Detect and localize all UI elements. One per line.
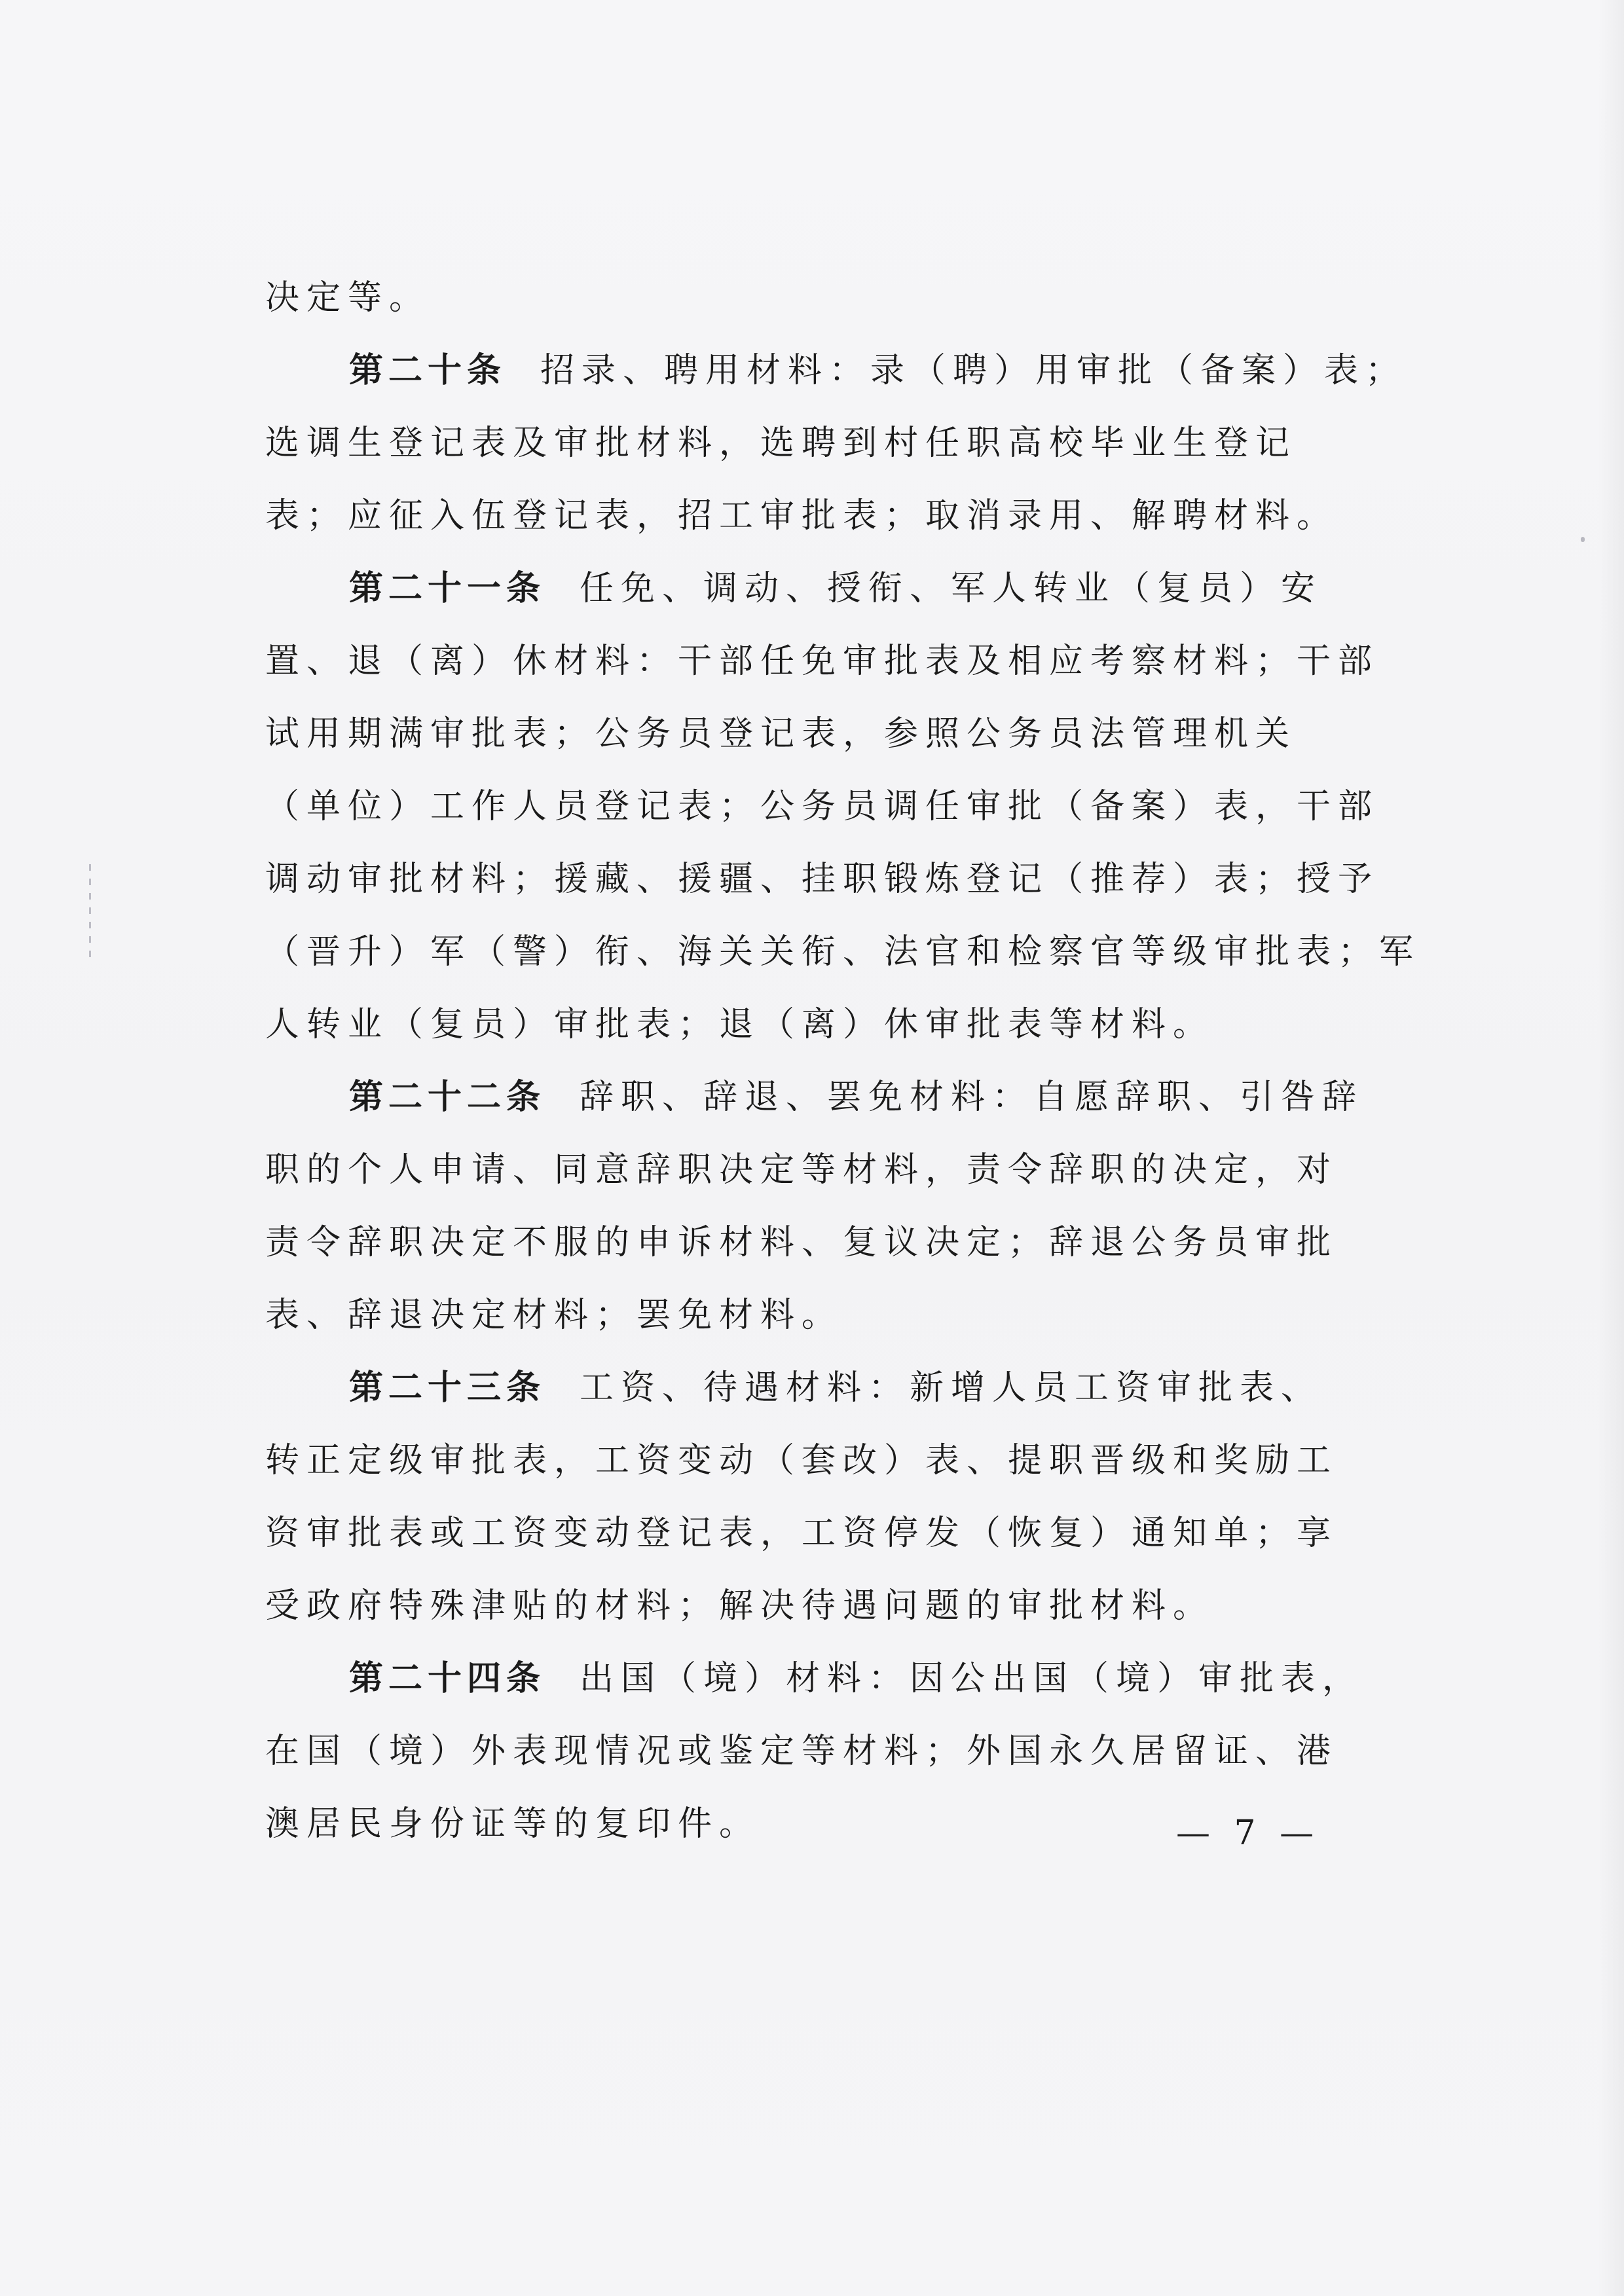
article-text: 招录、聘用材料：录（聘）用审批（备案）表； <box>540 351 1407 390</box>
article-line: 受政府特殊津贴的材料；解决待遇问题的审批材料。 <box>265 1586 1215 1626</box>
article-line: （晋升）军（警）衔、海关关衔、法官和检察官等级审批表；军 <box>265 932 1421 972</box>
scan-shadow <box>1598 0 1624 2296</box>
article-23 <box>265 1352 1338 1643</box>
article-text: 工资、待遇材料：新增人员工资审批表、 <box>580 1368 1323 1408</box>
article-text: 出国（境）材料：因公出国（境）审批表， <box>580 1659 1364 1698</box>
article-line: 转正定级审批表，工资变动（套改）表、提职晋级和奖励工 <box>265 1441 1338 1480</box>
article-21 <box>265 553 1421 1061</box>
article-text: 辞职、辞退、罢免材料：自愿辞职、引咎辞 <box>580 1078 1364 1117</box>
article-line: 人转业（复员）审批表；退（离）休审批表等材料。 <box>265 1005 1215 1044</box>
article-line: 表；应征入伍登记表，招工审批表；取消录用、解聘材料。 <box>265 496 1338 536</box>
article-title: 第二十三条 <box>349 1368 546 1408</box>
article-line: 置、退（离）休材料：干部任免审批表及相应考察材料；干部 <box>265 642 1380 681</box>
article-line: 选调生登记表及审批材料，选聘到村任职高校毕业生登记 <box>265 424 1297 463</box>
page-number: — 7 — <box>1176 1813 1321 1853</box>
article-line: 试用期满审批表；公务员登记表，参照公务员法管理机关 <box>265 714 1297 754</box>
article-line <box>265 335 1407 407</box>
article-line: 责令辞职决定不服的申诉材料、复议决定；辞退公务员审批 <box>265 1223 1338 1262</box>
scan-speck <box>1581 537 1585 542</box>
article-24 <box>265 1643 1364 1861</box>
article-line <box>265 1061 1364 1134</box>
article-text: 任免、调动、授衔、军人转业（复员）安 <box>580 569 1323 608</box>
article-line <box>265 1352 1326 1425</box>
article-20 <box>265 335 1407 553</box>
binding-hole-mark <box>89 864 91 962</box>
article-line: 资审批表或工资变动登记表，工资停发（恢复）通知单；享 <box>265 1514 1338 1553</box>
article-line: 表、辞退决定材料；罢免材料。 <box>265 1296 843 1335</box>
article-line: （单位）工作人员登记表；公务员调任审批（备案）表，干部 <box>265 787 1380 826</box>
article-title: 第二十四条 <box>349 1659 546 1698</box>
article-title: 第二十二条 <box>349 1078 546 1117</box>
article-line <box>265 1643 1364 1715</box>
article-line: 职的个人申请、同意辞职决定等材料，责令辞职的决定，对 <box>265 1150 1338 1190</box>
intro-line: 决定等。 <box>265 278 431 318</box>
article-line: 在国（境）外表现情况或鉴定等材料；外国永久居留证、港 <box>265 1732 1338 1771</box>
article-title: 第二十一条 <box>349 569 546 608</box>
article-line: 调动审批材料；援藏、援疆、挂职锻炼登记（推荐）表；授予 <box>265 860 1380 899</box>
article-title: 第二十条 <box>349 351 507 390</box>
article-line <box>265 553 1326 625</box>
article-22 <box>265 1061 1364 1352</box>
document-body <box>265 262 1421 1861</box>
article-line: 澳居民身份证等的复印件。 <box>265 1804 761 1844</box>
